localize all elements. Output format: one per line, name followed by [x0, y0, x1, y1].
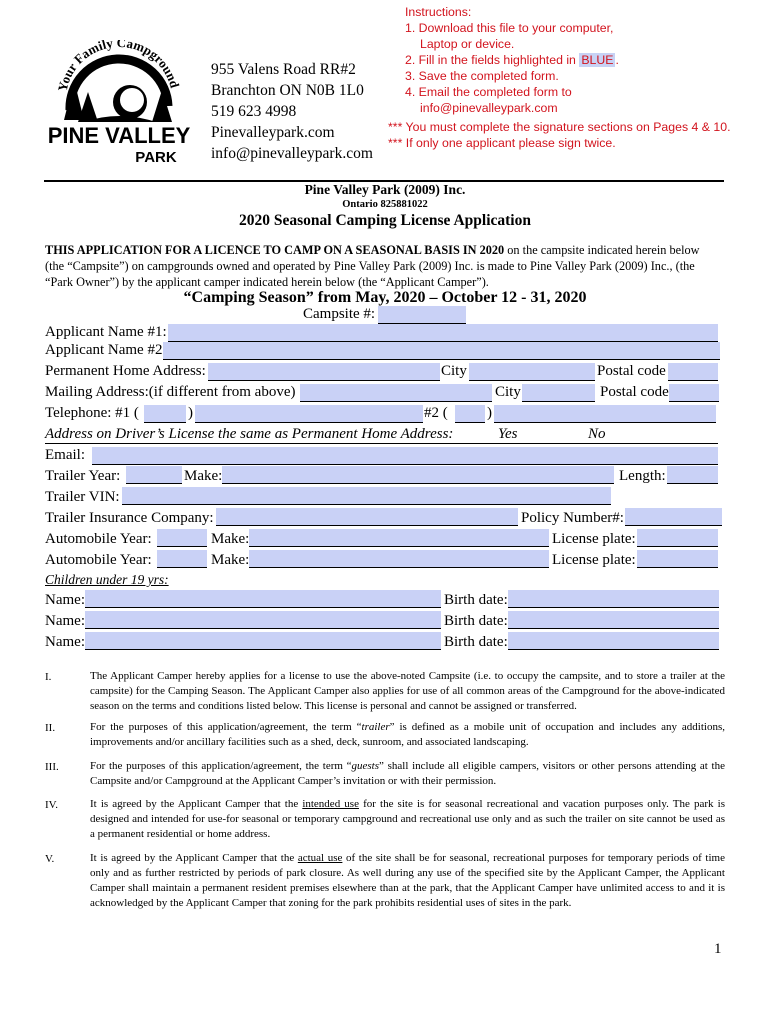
logo-arc-text: Your Family Campground — [54, 40, 183, 93]
perm-address-label: Permanent Home Address: — [45, 363, 206, 379]
instruction-step: 2. Fill in the fields highlighted in BLUE . — [405, 53, 619, 67]
auto2-make-input[interactable] — [249, 550, 549, 568]
park-logo — [44, 40, 194, 165]
perm-postal-input[interactable] — [668, 363, 718, 381]
clause-term: intended use — [302, 798, 359, 810]
paren-close: ) — [487, 405, 492, 421]
clause-text: For the purposes of this application/agreement, the term “guests” shall include all eligible campers, visitors or other persons attending at the Campsite and/or Campground at the Applicant Camper’s invitation or with their permission. — [90, 760, 725, 787]
campsite-input[interactable] — [378, 306, 466, 324]
yes-option[interactable]: Yes — [498, 426, 518, 442]
length-label: Length: — [619, 468, 666, 484]
clause-number: III. — [45, 761, 59, 773]
auto1-make-input[interactable] — [249, 529, 549, 547]
clause-text: For the purposes of this application/agreement, the term “trailer” is defined as a mobile unit of occupation and includes any additions, improvements and/or ancillary facilities such as a shed, deck, sunroom, and associated landscaping. — [90, 721, 726, 748]
intro-text: on the campsite indicated herein below — [504, 243, 700, 257]
perm-address-input[interactable] — [208, 363, 440, 381]
logo-name-park: PARK — [135, 149, 177, 165]
child1-birth-input[interactable] — [508, 590, 719, 608]
clause-term: trailer — [361, 721, 390, 733]
address-phone: 519 623 4998 — [211, 103, 297, 120]
clause-term: guests — [351, 760, 380, 772]
dl-underline — [45, 443, 718, 444]
child1-name-label: Name: — [45, 592, 85, 608]
child1-birth-label: Birth date: — [444, 592, 508, 608]
child2-birth-input[interactable] — [508, 611, 719, 629]
logo-name: PINE VALLEY — [47, 123, 191, 148]
instruction-step: 1. Download this file to your computer, — [405, 21, 614, 35]
auto2-year-label: Automobile Year: — [45, 552, 152, 568]
dl-question: Address on Driver’s License the same as Permanent Home Address: — [45, 426, 454, 442]
insurance-input[interactable] — [216, 508, 518, 526]
signature-note-line: *** If only one applicant please sign twice. — [388, 136, 616, 150]
instruction-email: info@pinevalleypark.com — [420, 101, 558, 115]
intro-bold: THIS APPLICATION FOR A LICENCE TO CAMP ON A SEASONAL BASIS IN 2020 — [45, 243, 505, 257]
applicant1-input[interactable] — [168, 324, 718, 342]
clause-number: II. — [45, 722, 56, 734]
auto1-make-label: Make: — [211, 531, 250, 547]
clause-number: IV. — [45, 799, 58, 811]
trailer-length-input[interactable] — [667, 466, 718, 484]
intro-paragraph — [45, 242, 727, 290]
instructions — [405, 4, 619, 116]
clause-term: actual use — [297, 852, 343, 864]
paren-close: ) — [188, 405, 193, 421]
auto1-year-label: Automobile Year: — [45, 531, 152, 547]
child3-birth-input[interactable] — [508, 632, 719, 650]
campsite-label: Campsite #: — [303, 306, 376, 322]
child3-name-label: Name: — [45, 634, 85, 650]
vin-input[interactable] — [122, 487, 611, 505]
auto2-plate-input[interactable] — [637, 550, 718, 568]
clause-text: The Applicant Camper hereby applies for a license to use the above-noted Campsite (i.e. to occupy the campsite, and to store a trailer at the campsite) for the Camping Season. The Applicant Camper also applies for use of all common areas of the Campground for the above-indicated season on the terms and conditions listed below. This license is personal and cannot be assigned or transferred. — [90, 670, 725, 712]
child1-name-input[interactable] — [85, 590, 441, 608]
tel2-number-input[interactable] — [494, 405, 716, 423]
intro-text: “Park Owner”) by the applicant camper indicated herein below (the “Applicant Camper”). — [45, 275, 489, 289]
city-label: City — [495, 384, 521, 400]
perm-city-input[interactable] — [469, 363, 595, 381]
postal-label: Postal code — [600, 384, 669, 400]
postal-label: Postal code — [597, 363, 666, 379]
signature-note-line: *** You must complete the signature sections on Pages 4 & 10. — [388, 120, 731, 134]
address-website: Pinevalleypark.com — [211, 124, 335, 141]
trailer-year-input[interactable] — [126, 466, 182, 484]
email-input[interactable] — [92, 447, 718, 465]
policy-label: Policy Number#: — [521, 510, 624, 526]
vin-label: Trailer VIN: — [45, 489, 120, 505]
tel2-label: #2 ( — [424, 405, 448, 421]
mailing-address-label: Mailing Address:(if different from above) — [45, 384, 296, 400]
children-heading: Children under 19 yrs: — [45, 572, 169, 587]
mailing-postal-input[interactable] — [669, 384, 719, 402]
camping-season: “Camping Season” from May, 2020 – October 12 - 31, 2020 — [183, 289, 587, 306]
instruction-step: 3. Save the completed form. — [405, 69, 559, 83]
instructions-title: Instructions: — [405, 5, 472, 19]
child3-name-input[interactable] — [85, 632, 441, 650]
telephone-label: Telephone: #1 ( — [45, 405, 139, 421]
trailer-make-label: Make: — [184, 468, 223, 484]
address-line: Branchton ON N0B 1L0 — [211, 82, 364, 99]
instruction-step: 4. Email the completed form to — [405, 85, 572, 99]
child2-name-label: Name: — [45, 613, 85, 629]
insurance-label: Trailer Insurance Company: — [45, 510, 214, 526]
tel2-area-input[interactable] — [455, 405, 485, 423]
no-option[interactable]: No — [588, 426, 606, 442]
child2-birth-label: Birth date: — [444, 613, 508, 629]
mailing-city-input[interactable] — [522, 384, 595, 402]
tel1-number-input[interactable] — [195, 405, 423, 423]
city-label: City — [441, 363, 467, 379]
clause-text: It is agreed by the Applicant Camper that the actual use of the site shall be for seasonal, recreational purposes for temporary periods of time only and as further restricted by periods of park closure. As well during any use of the specified site by the Applicant Camper, the Applicant Camper shall maintain a permanent resident premises elsewhere than at the park, that the Applicant Camper have unlimited access to and it is acknowledged by the Applicant Camper that zoning for the park prohibits residential uses of sites in the park. — [90, 852, 725, 909]
child2-name-input[interactable] — [85, 611, 441, 629]
applicant2-input[interactable] — [163, 342, 720, 360]
clause-text: It is agreed by the Applicant Camper that the intended use for the site is for seasonal recreational and vacation purposes only. The park is designed and intended for use-for seasonal or temporary campground and recreational use only and as such the trailer on site cannot be used as a permanent residential or home address. — [90, 798, 725, 840]
policy-input[interactable] — [625, 508, 722, 526]
auto1-plate-label: License plate: — [552, 531, 636, 547]
applicant1-label: Applicant Name #1: — [45, 324, 167, 340]
child3-birth-label: Birth date: — [444, 634, 508, 650]
intro-text: (the “Campsite”) on campgrounds owned and operated by Pine Valley Park (2009) Inc. is made to Pine Valley Park (2009) Inc., (the — [45, 259, 695, 273]
auto2-make-label: Make: — [211, 552, 250, 568]
trailer-year-label: Trailer Year: — [45, 468, 121, 484]
auto2-plate-label: License plate: — [552, 552, 636, 568]
park-address — [211, 59, 373, 164]
blue-highlight-tag: BLUE — [581, 53, 614, 67]
ontario-number: Ontario 825881022 — [342, 199, 428, 210]
instruction-step: Laptop or device. — [420, 37, 515, 51]
tel1-area-input[interactable] — [144, 405, 186, 423]
clause-number: V. — [45, 853, 55, 865]
mailing-address-input[interactable] — [300, 384, 492, 402]
auto2-year-input[interactable] — [157, 550, 207, 568]
page-number: 1 — [714, 941, 722, 957]
trailer-make-input[interactable] — [222, 466, 614, 484]
signature-note — [388, 119, 730, 151]
clause-number: I. — [45, 671, 52, 683]
company-name: Pine Valley Park (2009) Inc. — [304, 182, 466, 197]
applicant2-label: Applicant Name #2 — [45, 342, 163, 358]
address-email: info@pinevalleypark.com — [211, 145, 373, 162]
auto1-year-input[interactable] — [157, 529, 207, 547]
form-title: 2020 Seasonal Camping License Application — [239, 212, 531, 229]
auto1-plate-input[interactable] — [637, 529, 718, 547]
email-label: Email: — [45, 447, 85, 463]
address-line: 955 Valens Road RR#2 — [211, 61, 356, 78]
